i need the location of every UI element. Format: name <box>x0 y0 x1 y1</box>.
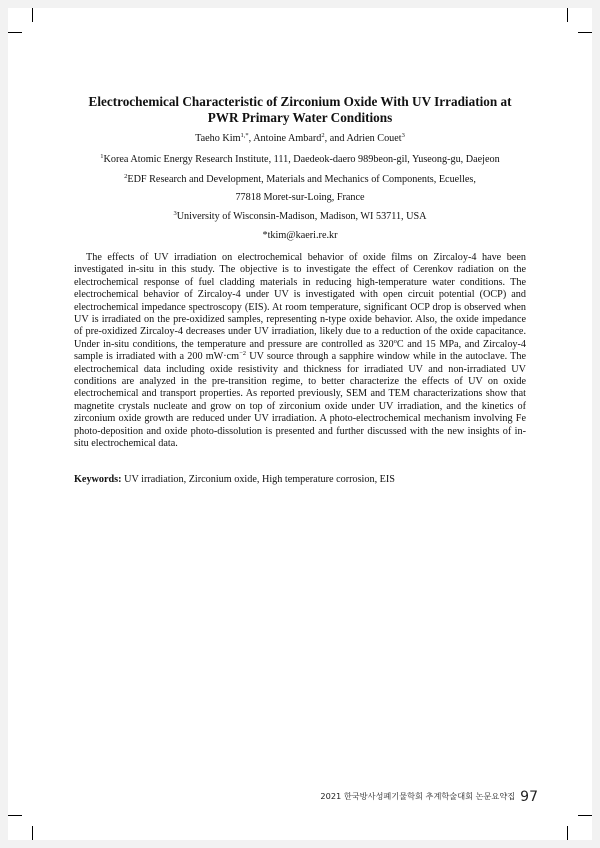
crop-mark-bottom-right <box>567 826 568 840</box>
affiliation-text: Korea Atomic Energy Research Institute, 111, Daedeok-daero 989beon-gil, Yuseong-gu, Daejeon <box>103 154 500 165</box>
affiliation-sup: 2 <box>124 173 128 180</box>
page <box>8 8 592 840</box>
affiliation-2-cont <box>8 192 592 203</box>
author-sup: 2 <box>321 132 325 139</box>
affiliation-2 <box>8 174 592 185</box>
abstract-text-2: C and 15 MPa, and Zircaloy-4 sample is irradiated with a 200 mW·cm <box>74 338 526 363</box>
paper-title: Electrochemical Characteristic of Zirconium Oxide With UV Irradiation at PWR Primary Water Conditions <box>88 94 512 125</box>
affiliation-sup: 3 <box>173 210 177 217</box>
author-name: Adrien Couet <box>346 133 402 144</box>
abstract <box>74 252 526 451</box>
crop-mark-top-left <box>32 8 33 22</box>
crop-mark-bottom-right-h <box>578 815 592 816</box>
abstract-text-1: The effects of UV irradiation on electrochemical behavior of oxide films on Zircaloy-4 have been investigated in-situ in this study. The objective is to investigate the effect of Cerenkov radiation on the electrochemical response of fuel cladding materials in reducing high-temperature water conditions. The electrochemical behavior of Zircaloy-4 under UV is investigated with open circuit potential (OCP) and electrochemical impedance spectroscopy (EIS). At room temperature, significant OCP drop is observed when UV is irradiated on the pre-oxidized samples, representing n-type oxide behavior. Also, the oxide impedance of pre-oxidized Zircaloy-4 decreases under UV irradiation, likely due to a reduction of the oxide capacitance. Under in-situ conditions, the temperature and pressure are controlled as 320 <box>74 252 526 350</box>
author-name: Taeho Kim <box>195 133 241 144</box>
author-list <box>8 133 592 144</box>
keywords-text: UV irradiation, Zirconium oxide, High temperature corrosion, EIS <box>121 474 395 485</box>
footer-text: 2021 한국방사성폐기물학회 추계학술대회 논문요약집 <box>320 791 516 801</box>
corresponding-email <box>8 230 592 241</box>
keywords <box>74 474 526 485</box>
crop-mark-top-right-h <box>578 32 592 33</box>
author-separator: , <box>248 133 254 144</box>
keywords-label: Keywords: <box>74 474 122 485</box>
page-footer <box>320 789 538 805</box>
author-sup: 1,* <box>240 132 249 139</box>
affiliation-text: 77818 Moret-sur-Loing, France <box>235 192 365 203</box>
affiliation-sup: 1 <box>100 153 104 160</box>
crop-mark-bottom-left <box>32 826 33 840</box>
author-sup: 3 <box>401 132 405 139</box>
abstract-text-3: UV source through a sapphire window while in the autoclave. The electrochemical data including oxide resistivity and thickness for irradiated UV and non-irradiated UV conditions are analyzed in the pre-transition regime, to better characterize the effects of UV on oxide electrochemical and transport properties. As reported previously, SEM and TEM characterizations show that magnetite crystals nucleate and grow on top of zirconium oxide under UV irradiation, and the kinetics of zirconium oxide growth are reduced under UV irradiation. A photo-electrochemical mechanism involving Fe photo-deposition and oxide photo-dissolution is presented and further discussed with the new insights of in-situ electrochemical data. <box>74 351 526 450</box>
crop-mark-bottom-left-h <box>8 815 22 816</box>
affiliation-text: University of Wisconsin-Madison, Madison, WI 53711, USA <box>176 211 427 222</box>
exponent-sup: −2 <box>239 350 247 358</box>
crop-mark-top-left-h <box>8 32 22 33</box>
author-separator: , and <box>324 133 347 144</box>
page-number: 97 <box>520 789 538 805</box>
author-name: Antoine Ambard <box>253 133 322 144</box>
affiliation-3 <box>8 211 592 222</box>
affiliation-1 <box>8 154 592 165</box>
crop-mark-top-right <box>567 8 568 22</box>
affiliation-text: EDF Research and Development, Materials and Mechanics of Components, Ecuelles, <box>127 174 476 185</box>
degree-sup: o <box>393 337 397 345</box>
email-text: *tkim@kaeri.re.kr <box>262 230 338 241</box>
